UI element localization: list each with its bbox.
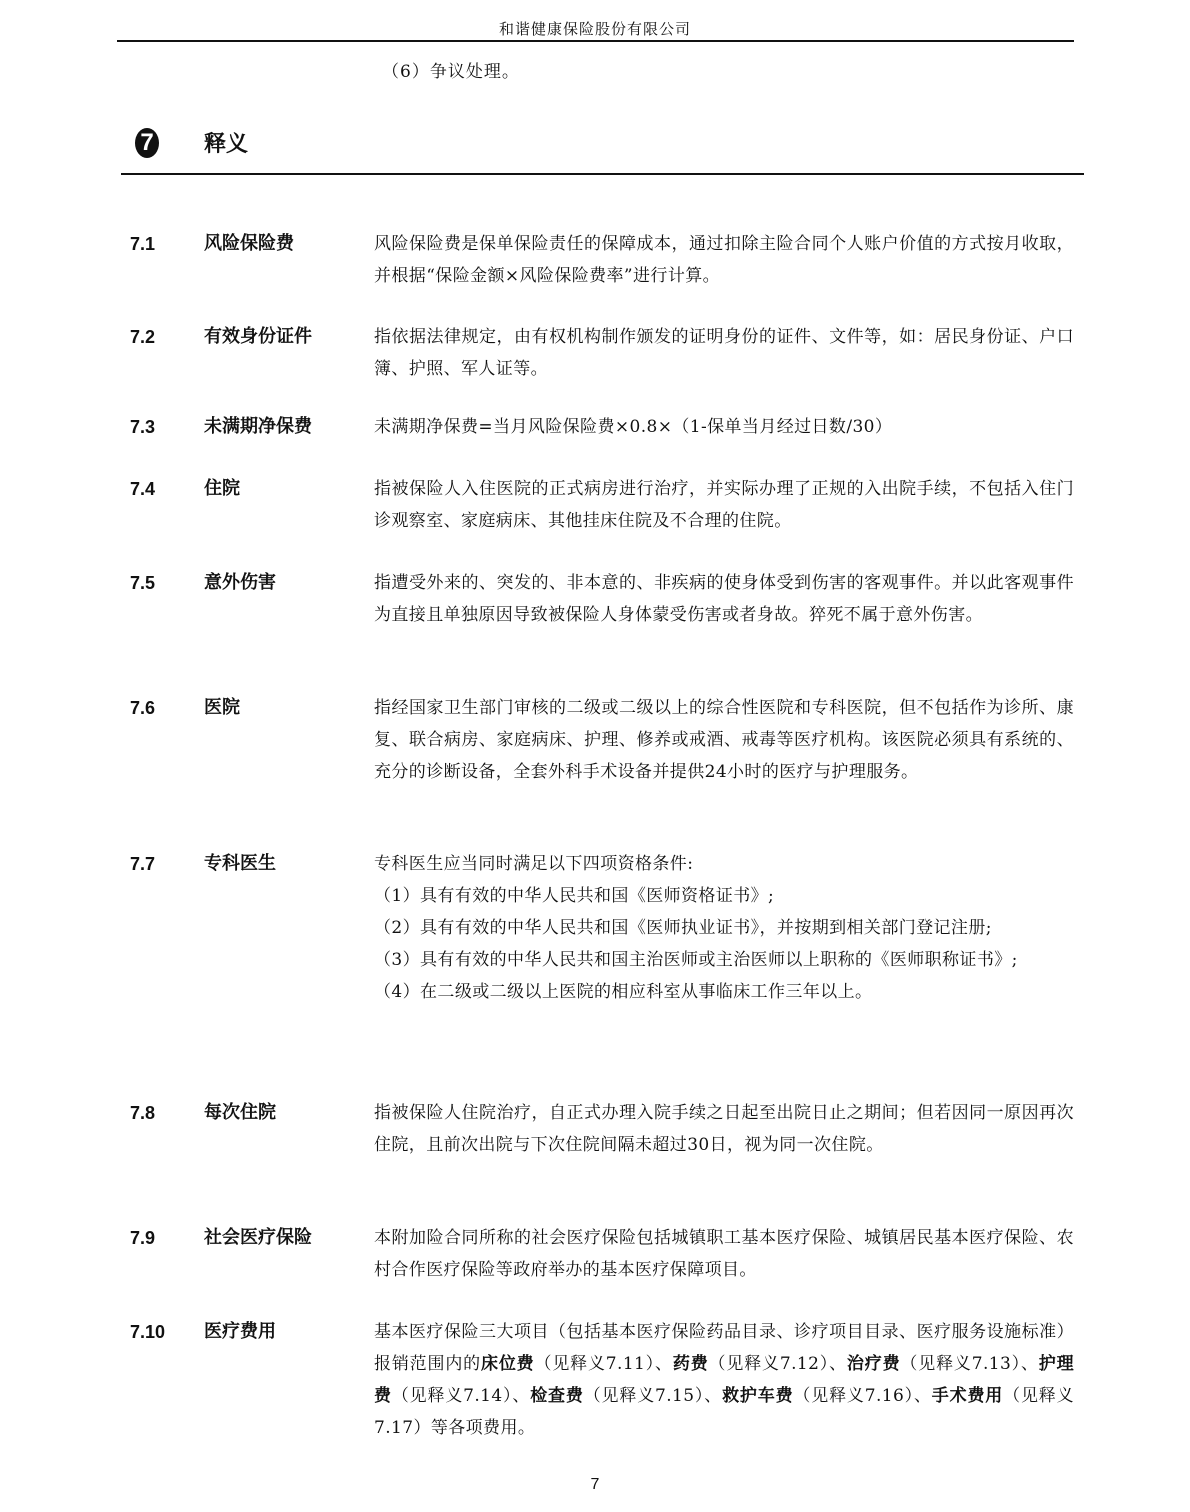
definition-body: 未满期净保费=当月风险保险费×0.8×（1-保单当月经过日数/30） bbox=[374, 417, 893, 437]
definition-number: 7.6 bbox=[130, 698, 156, 718]
definition-body: 指遭受外来的、突发的、非本意的、非疾病的使身体受到伤害的客观事件。并以此客观事件为直接且单独原因导致被保险人身体蒙受伤害或者身故。猝死不属于意外伤害。 bbox=[374, 573, 1074, 625]
definition-term: 风险保险费 bbox=[204, 233, 294, 254]
definition-body: 指依据法律规定，由有权机构制作颁发的证明身份的证件、文件等，如：居民身份证、户口簿、护照、军人证等。 bbox=[374, 327, 1074, 379]
bold-term: 护理费 bbox=[374, 1354, 1075, 1406]
definition-term: 未满期净保费 bbox=[204, 416, 312, 437]
definition-line: （4）在二级或二级以上医院的相应科室从事临床工作三年以上。 bbox=[374, 982, 873, 1002]
definition-number: 7.4 bbox=[130, 479, 156, 499]
definition-body: 指被保险人住院治疗，自正式办理入院手续之日起至出院日止之期间；但若因同一原因再次住院，且前次出院与下次住院间隔未超过30日，视为同一次住院。 bbox=[374, 1103, 1074, 1155]
definition-number: 7.3 bbox=[130, 417, 156, 437]
bold-term: 检查费 bbox=[530, 1386, 584, 1406]
definition-number: 7.9 bbox=[130, 1228, 156, 1248]
definition-body: 指被保险人入住医院的正式病房进行治疗，并实际办理了正规的入出院手续，不包括入住门诊观察室、家庭病床、其他挂床住院及不合理的住院。 bbox=[374, 479, 1074, 531]
definition-term: 社会医疗保险 bbox=[204, 1227, 312, 1248]
bold-term: 治疗费 bbox=[846, 1354, 901, 1374]
definition-body bbox=[374, 1316, 1074, 1444]
definition-term: 有效身份证件 bbox=[204, 326, 312, 347]
definition-number: 7.2 bbox=[130, 327, 156, 347]
definition-number: 7.10 bbox=[130, 1322, 166, 1342]
definition-line: （3）具有有效的中华人民共和国主治医师或主治医师以上职称的《医师职称证书》; bbox=[374, 950, 1018, 970]
definition-body: 指经国家卫生部门审核的二级或二级以上的综合性医院和专科医院，但不包括作为诊所、康复、联合病房、家庭病床、护理、修养或戒酒、戒毒等医疗机构。该医院必须具有系统的、充分的诊断设备，全套外科手术设备并提供24小时的医疗与护理服务。 bbox=[374, 698, 1074, 782]
bold-term: 救护车费 bbox=[722, 1386, 794, 1406]
definition-number: 7.8 bbox=[130, 1103, 156, 1123]
page-number: 7 bbox=[590, 1476, 600, 1493]
bold-term: 手术费用 bbox=[931, 1386, 1004, 1406]
header-divider bbox=[117, 40, 1074, 42]
definition-term: 医疗费用 bbox=[204, 1321, 276, 1342]
text-segment: 基本医疗保险三大项目（包括基本医疗保险药品目录、诊疗项目目录、医疗服务设施标准）报销范围内的 bbox=[374, 1322, 1074, 1374]
text-segment: （见释义7.16）、 bbox=[793, 1386, 932, 1406]
text-segment: （见释义7.15）、 bbox=[583, 1386, 723, 1406]
definition-term: 每次住院 bbox=[204, 1102, 276, 1123]
text-segment: （见释义7.11）、 bbox=[534, 1354, 673, 1374]
definition-line: （1）具有有效的中华人民共和国《医师资格证书》; bbox=[374, 886, 775, 906]
circled-number-7-icon: 7 bbox=[135, 128, 159, 158]
definition-number: 7.1 bbox=[130, 234, 156, 254]
definition-line: （2）具有有效的中华人民共和国《医师执业证书》，并按期到相关部门登记注册; bbox=[374, 918, 992, 938]
definition-term: 专科医生 bbox=[204, 853, 276, 874]
definition-term: 医院 bbox=[204, 697, 240, 718]
definition-body: 本附加险合同所称的社会医疗保险包括城镇职工基本医疗保险、城镇居民基本医疗保险、农村合作医疗保险等政府举办的基本医疗保障项目。 bbox=[374, 1228, 1074, 1280]
text-segment: （见释义7.17）等各项费用。 bbox=[374, 1386, 1075, 1438]
text-segment: （见释义7.13）、 bbox=[900, 1354, 1039, 1374]
previous-list-item: （6）争议处理。 bbox=[382, 62, 520, 82]
definition-number: 7.5 bbox=[130, 573, 156, 593]
definition-body bbox=[374, 848, 1074, 1008]
section-divider bbox=[121, 173, 1084, 175]
definition-body: 风险保险费是保单保险责任的保障成本，通过扣除主险合同个人账户价值的方式按月收取，并根据“保险金额×风险保险费率”进行计算。 bbox=[374, 234, 1074, 286]
text-segment: （见释义7.12）、 bbox=[708, 1354, 847, 1374]
definition-line: 专科医生应当同时满足以下四项资格条件: bbox=[374, 854, 694, 874]
definition-number: 7.7 bbox=[130, 854, 156, 874]
definition-term: 住院 bbox=[204, 478, 240, 499]
bold-term: 药费 bbox=[672, 1354, 709, 1374]
definition-term: 意外伤害 bbox=[204, 572, 276, 593]
bold-term: 床位费 bbox=[480, 1354, 535, 1374]
section-title: 释义 bbox=[204, 132, 249, 157]
company-name: 和谐健康保险股份有限公司 bbox=[498, 20, 691, 38]
text-segment: （见释义7.14）、 bbox=[391, 1386, 531, 1406]
